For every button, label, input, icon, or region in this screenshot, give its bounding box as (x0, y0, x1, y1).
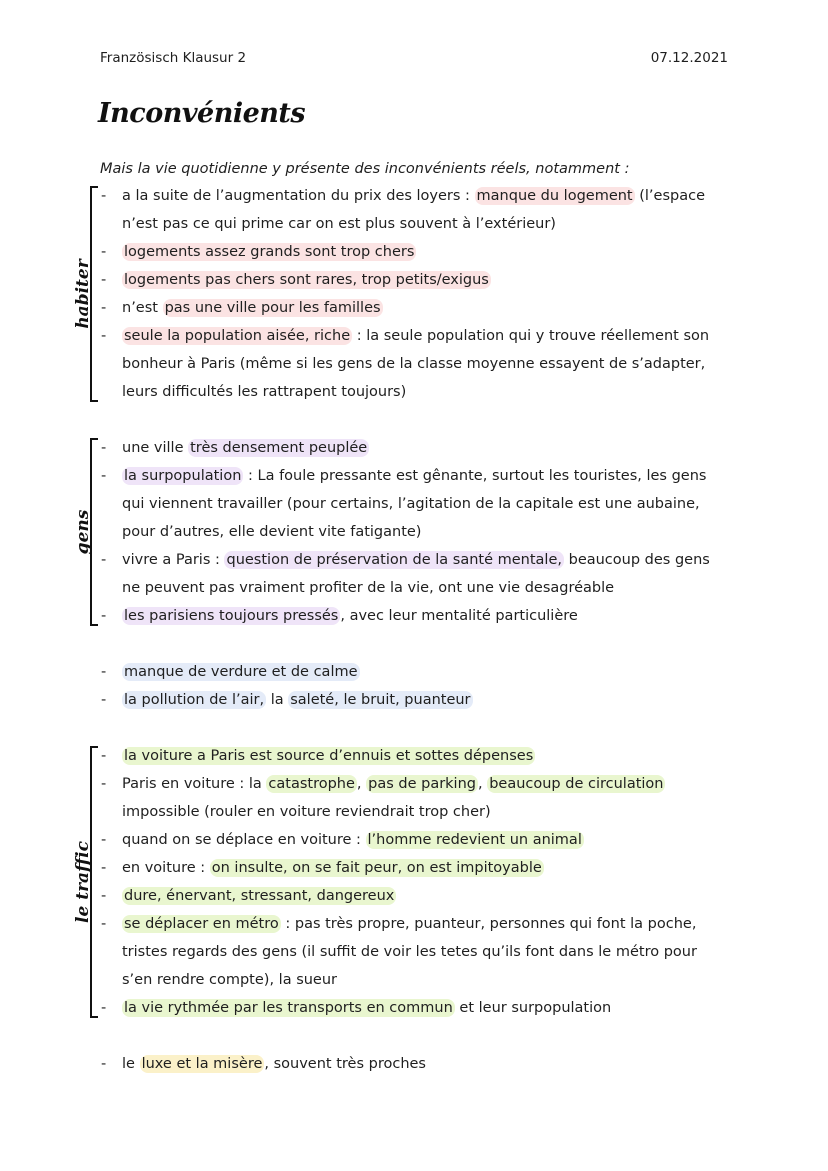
list-item (0, 294, 828, 322)
highlight-text: la surpopulation (124, 468, 242, 484)
list-item (0, 854, 828, 882)
highlight-text: l’homme redevient un animal (367, 832, 582, 848)
highlight-text: pas une ville pour les familles (164, 300, 381, 316)
item-text: vivre a Paris : (122, 552, 225, 568)
item-text: , avec leur mentalité particulière (340, 608, 578, 624)
item-text: : pas très propre, puanteur, personnes qui font la poche, tristes regards des gens (il suffit de voir les tetes qu’ils font dans le métro pour s’en rendre compte), la sueur (122, 916, 697, 988)
list-item (0, 686, 828, 714)
highlight-text: luxe et la misère (141, 1056, 263, 1072)
list-item (0, 462, 828, 546)
section-gap (0, 406, 828, 434)
bullet-dash: - (101, 608, 107, 624)
highlight-text: la vie rythmée par les transports en commun (124, 1000, 453, 1016)
list-item (0, 546, 828, 602)
list-item (0, 770, 828, 826)
intro-text: Mais la vie quotidienne y présente des inconvénients réels, notamment : (100, 161, 630, 177)
section (0, 658, 828, 714)
bullet-dash: - (101, 692, 107, 708)
highlight-text: question de préservation de la santé mentale, (226, 552, 562, 568)
header-date: 07.12.2021 (650, 50, 728, 66)
item-text: quand on se déplace en voiture : (122, 832, 366, 848)
bullet-dash: - (101, 552, 107, 568)
list-item (0, 322, 828, 406)
item-text: , (356, 776, 367, 792)
bullet-dash: - (101, 888, 107, 904)
highlight-text: logements pas chers sont rares, trop petits/exigus (124, 272, 489, 288)
list-item (0, 238, 828, 266)
item-text: : La foule pressante est gênante, surtout les touristes, les gens qui viennent travailler (pour certains, l’agitation de la capitale est une aubaine, pour d’autres, elle devient vite fatigante) (122, 468, 707, 540)
section (0, 182, 828, 406)
bullet-dash: - (101, 440, 107, 456)
section (0, 1050, 828, 1078)
section-label: habiter (73, 259, 93, 329)
item-text: a la suite de l’augmentation du prix des loyers : (122, 188, 475, 204)
section (0, 434, 828, 630)
highlight-text: se déplacer en métro (124, 916, 279, 932)
bullet-dash: - (101, 832, 107, 848)
item-text: beaucoup des gens ne peuvent pas vraiment profiter de la vie, ont une vie desagréable (122, 552, 710, 596)
bullet-dash: - (101, 272, 107, 288)
item-text: (l’espace n’est pas ce qui prime car on est plus souvent à l’extérieur) (122, 188, 705, 232)
bullet-dash: - (101, 860, 107, 876)
list-item (0, 602, 828, 630)
bullet-dash: - (101, 916, 107, 932)
notes-body (0, 182, 828, 1078)
highlight-text: pas de parking (368, 776, 476, 792)
list-item (0, 882, 828, 910)
bullet-dash: - (101, 664, 107, 680)
page-title: Inconvénients (98, 98, 306, 129)
item-text: la (266, 692, 289, 708)
highlight-text: catastrophe (268, 776, 355, 792)
item-text: une ville (122, 440, 189, 456)
item-text: en voiture : (122, 860, 210, 876)
list-item (0, 826, 828, 854)
highlight-text: manque du logement (476, 188, 633, 204)
bullet-dash: - (101, 300, 107, 316)
item-text: : la seule population qui y trouve réellement son bonheur à Paris (même si les gens de la classe moyenne essayent de s’adapter, leurs difficultés les rattrapent toujours) (122, 328, 710, 400)
header-subject: Französisch Klausur 2 (100, 50, 247, 66)
list-item (0, 1050, 828, 1078)
list-item (0, 910, 828, 994)
section (0, 742, 828, 1022)
item-text: n’est (122, 300, 163, 316)
highlight-text: très densement peuplée (190, 440, 368, 456)
item-text: et leur surpopulation (454, 1000, 612, 1016)
list-item (0, 658, 828, 686)
highlight-text: la voiture a Paris est source d’ennuis et sottes dépenses (124, 748, 534, 764)
bullet-dash: - (101, 244, 107, 260)
bullet-dash: - (101, 328, 107, 344)
item-text: impossible (rouler en voiture reviendrait trop cher) (122, 804, 491, 820)
bullet-dash: - (101, 188, 107, 204)
highlight-text: logements assez grands sont trop chers (124, 244, 415, 260)
highlight-text: seule la population aisée, riche (124, 328, 351, 344)
list-item (0, 994, 828, 1022)
highlight-text: manque de verdure et de calme (124, 664, 358, 680)
section-label: gens (73, 509, 93, 555)
list-item (0, 182, 828, 238)
section-gap (0, 630, 828, 658)
item-text: , (477, 776, 488, 792)
highlight-text: saleté, le bruit, puanteur (290, 692, 471, 708)
bullet-dash: - (101, 748, 107, 764)
highlight-text: on insulte, on se fait peur, on est impitoyable (211, 860, 542, 876)
highlight-text: la pollution de l’air, (124, 692, 265, 708)
list-item (0, 266, 828, 294)
section-gap (0, 714, 828, 742)
item-text: Paris en voiture : la (122, 776, 267, 792)
list-item (0, 742, 828, 770)
highlight-text: dure, énervant, stressant, dangereux (124, 888, 395, 904)
bullet-dash: - (101, 1000, 107, 1016)
highlight-text: les parisiens toujours pressés (124, 608, 339, 624)
item-text: , souvent très proches (264, 1056, 426, 1072)
bullet-dash: - (101, 776, 107, 792)
bullet-dash: - (101, 468, 107, 484)
item-text: le (122, 1056, 140, 1072)
section-gap (0, 1022, 828, 1050)
bullet-dash: - (101, 1056, 107, 1072)
section-label: le traffic (73, 841, 93, 923)
highlight-text: beaucoup de circulation (489, 776, 664, 792)
list-item (0, 434, 828, 462)
